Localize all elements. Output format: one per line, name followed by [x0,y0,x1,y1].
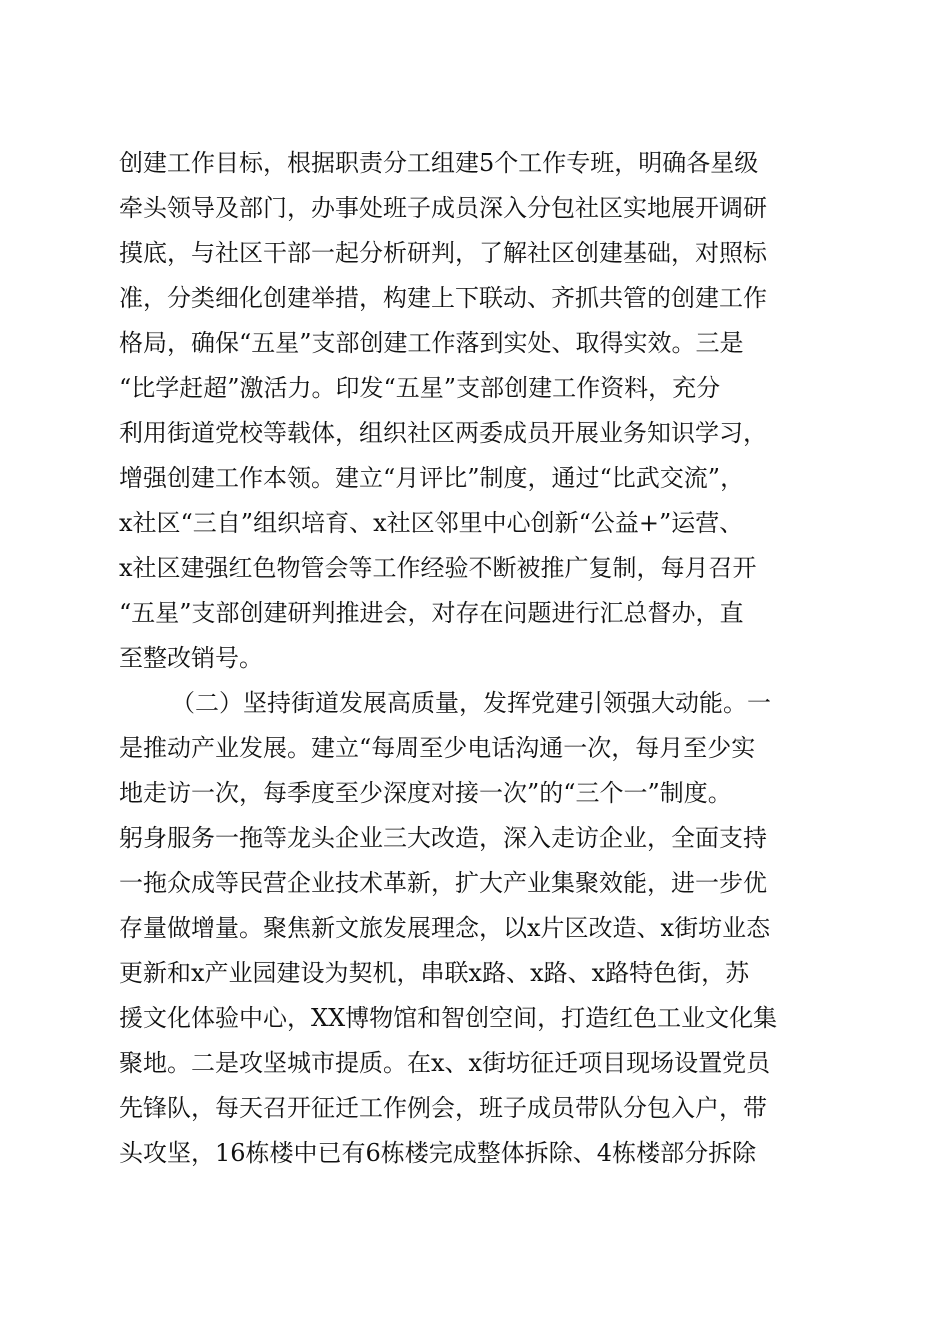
body-text [119,141,839,1176]
text-line: 牵头领导及部门，办事处班子成员深入分包社区实地展开调研 [119,194,767,222]
text-line: “比学赶超”激活力。印发“五星”支部创建工作资料，充分 [119,374,721,402]
text-line: 聚地。二是攻坚城市提质。在x、x街坊征迁项目现场设置党员 [119,1049,771,1077]
text-line: 更新和x产业园建设为契机，串联x路、x路、x路特色街，苏 [119,959,750,987]
text-line: 至整改销号。 [119,644,263,672]
text-line: 是推动产业发展。建立“每周至少电话沟通一次，每月至少实 [119,734,756,762]
text-line: 先锋队，每天召开征迁工作例会，班子成员带队分包入户，带 [119,1094,767,1122]
section-heading-line: （二）坚持街道发展高质量，发挥党建引领强大动能。一 [171,689,771,717]
text-line: 格局，确保“五星”支部创建工作落到实处、取得实效。三是 [119,329,744,357]
text-line: 一拖众成等民营企业技术革新，扩大产业集聚效能，进一步优 [119,869,767,897]
text-line: “五星”支部创建研判推进会，对存在问题进行汇总督办，直 [119,599,744,627]
text-line: 地走访一次，每季度至少深度对接一次”的“三个一”制度。 [119,779,732,807]
text-line: 摸底，与社区干部一起分析研判，了解社区创建基础，对照标 [119,239,767,267]
text-line: x社区“三自”组织培育、x社区邻里中心创新“公益+”运营、 [119,509,744,537]
text-line: 准，分类细化创建举措，构建上下联动、齐抓共管的创建工作 [119,284,767,312]
text-line: 创建工作目标，根据职责分工组建5个工作专班，明确各星级 [119,149,759,177]
text-line: 存量做增量。聚焦新文旅发展理念，以x片区改造、x街坊业态 [119,914,771,942]
text-line: 增强创建工作本领。建立“月评比”制度，通过“比武交流”， [119,464,745,492]
text-line: 利用街道党校等载体，组织社区两委成员开展业务知识学习， [119,419,767,447]
text-line: 头攻坚，16栋楼中已有6栋楼完成整体拆除、4栋楼部分拆除 [119,1139,757,1167]
text-line: 躬身服务一拖等龙头企业三大改造，深入走访企业，全面支持 [119,824,767,852]
text-line: 援文化体验中心，XX博物馆和智创空间，打造红色工业文化集 [119,1004,778,1032]
text-line: x社区建强红色物管会等工作经验不断被推广复制，每月召开 [119,554,757,582]
